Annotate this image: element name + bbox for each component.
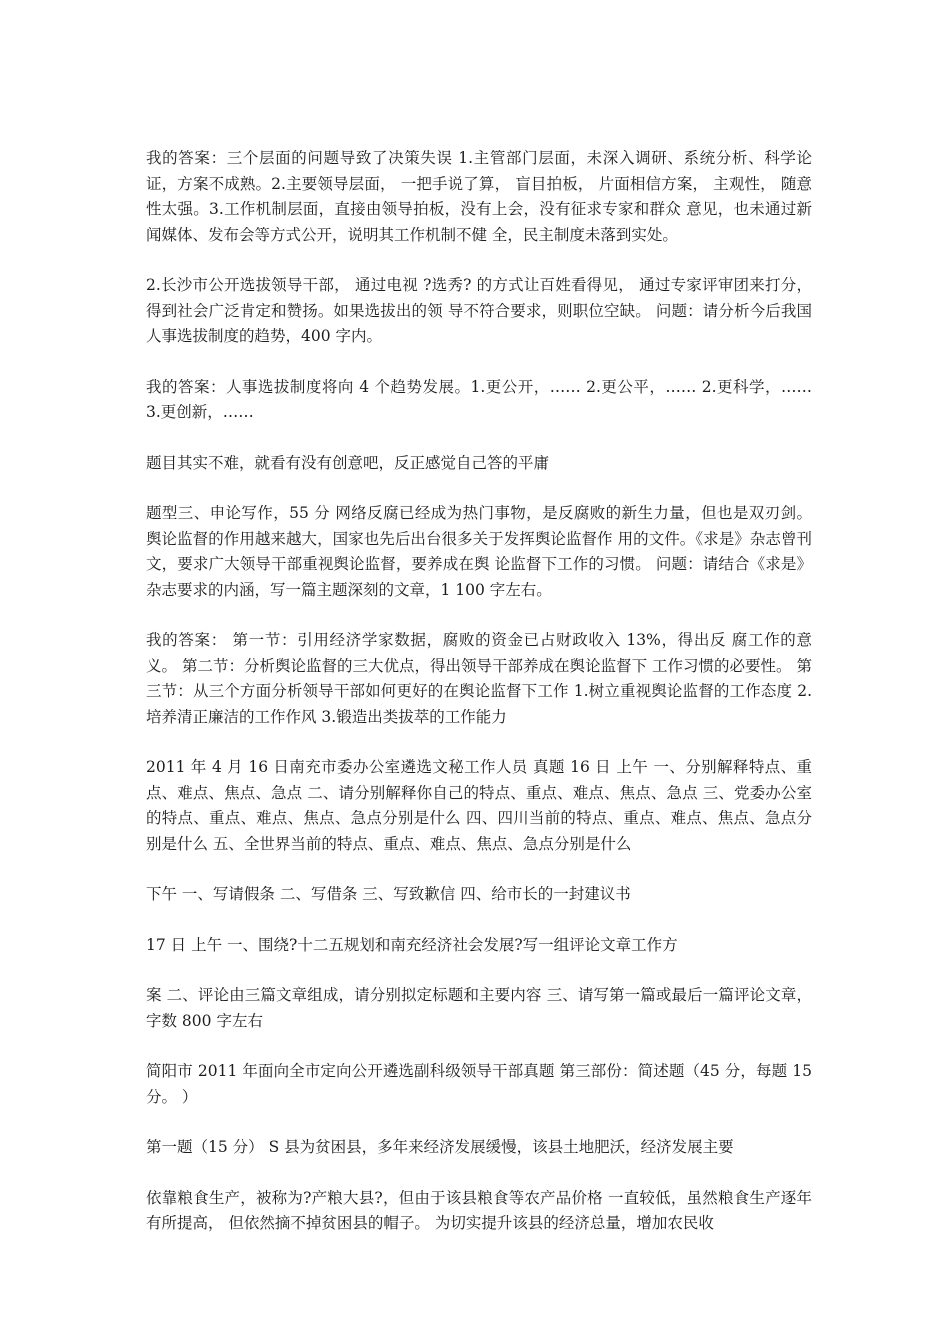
paragraph-nanchong-morning: 2011 年 4 月 16 日南充市委办公室遴选文秘工作人员 真题 16 日 上午 一、分别解释特点、重点、难点、焦点、急点 二、请分别解释你自己的特点、重点、难点、焦点、急点 三、党委办公室的特点、重点、难点、焦点、急点分别是什么 四、四川当前的特点、重点、难点、焦点、急点分别是什么 五、全世界当前的特点、重点、难点、焦点、急点分别是什么 xyxy=(146,758,812,853)
paragraph-question-one-continued: 依靠粮食生产，被称为?产粮大县?，但由于该县粮食等农产品价格 一直较低，虽然粮食生产逐年有所提高， 但依然摘不掉贫困县的帽子。 为切实提升该县的经济总量，增加农民收 xyxy=(146,1188,812,1232)
paragraph-jianyang-title: 简阳市 2011 年面向全市定向公开遴选副科级领导干部真题 第三部份：简述题（45 分，每题 15 分。 ） xyxy=(146,1062,812,1106)
paragraph-nanchong-afternoon: 下午 一、写请假条 二、写借条 三、写致歉信 四、给市长的一封建议书 xyxy=(146,885,631,903)
paragraph-day17-morning: 17 日 上午 一、围绕?十二五规划和南充经济社会发展?写一组评论文章工作方 xyxy=(146,935,678,954)
paragraph-day17-continued: 案 二、评论由三篇文章组成，请分别拟定标题和主要内容 三、请写第一篇或最后一篇评论文章，字数 800 字左右 xyxy=(146,986,812,1030)
paragraph-answer-essay: 我的答案： 第一节：引用经济学家数据，腐败的资金已占财政收入 13%，得出反 腐工作的意义。 第二节：分析舆论监督的三大优点，得出领导干部养成在舆论监督下 工作习惯的必要性。 第三节：从三个方面分析领导干部如何更好的在舆论监督下工作 1.树立重视舆论监督的工作态度 2.培养清正廉洁的工作作风 3.锻造出类拔萃的工作能力 xyxy=(146,631,812,726)
paragraph-question-one: 第一题（15 分） S 县为贫困县，多年来经济发展缓慢，该县土地肥沃，经济发展主要 xyxy=(146,1138,734,1156)
paragraph-answer-decision-failure: 我的答案：三个层面的问题导致了决策失误 1.主管部门层面，未深入调研、系统分析、科学论证，方案不成熟。2.主要领导层面， 一把手说了算， 盲目拍板， 片面相信方案， 主观性， 随意性太强。3.工作机制层面，直接由领导拍板，没有上会，没有征求专家和群众 意见，也未通过新闻媒体、发布会等方式公开，说明其工作机制不健 全，民主制度未落到实处。 xyxy=(146,149,812,244)
document-page xyxy=(146,146,812,1262)
paragraph-changsha-question: 2.长沙市公开选拔领导干部， 通过电视 ?选秀? 的方式让百姓看得见， 通过专家评审团来打分，得到社会广泛肯定和赞扬。如果选拔出的领 导不符合要求，则职位空缺。 问题：请分析今后我国人事选拔制度的趋势，400 字内。 xyxy=(146,276,812,345)
paragraph-comment: 题目其实不难，就看有没有创意吧，反正感觉自己答的平庸 xyxy=(146,453,550,472)
paragraph-essay-question: 题型三、申论写作，55 分 网络反腐已经成为热门事物，是反腐败的新生力量，但也是双刃剑。 舆论监督的作用越来越大，国家也先后出台很多关于发挥舆论监督作 用的文件。《求是》杂志曾刊文，要求广大领导干部重视舆论监督，要养成在舆 论监督下工作的习惯。 问题：请结合《求是》杂志要求的内涵，写一篇主题深刻的文章，1 100 字左右。 xyxy=(146,504,812,599)
paragraph-answer-selection-trend: 我的答案：人事选拔制度将向 4 个趋势发展。1.更公开，…… 2.更公平，…… 2.更科学，…… 3.更创新，…… xyxy=(146,377,812,421)
